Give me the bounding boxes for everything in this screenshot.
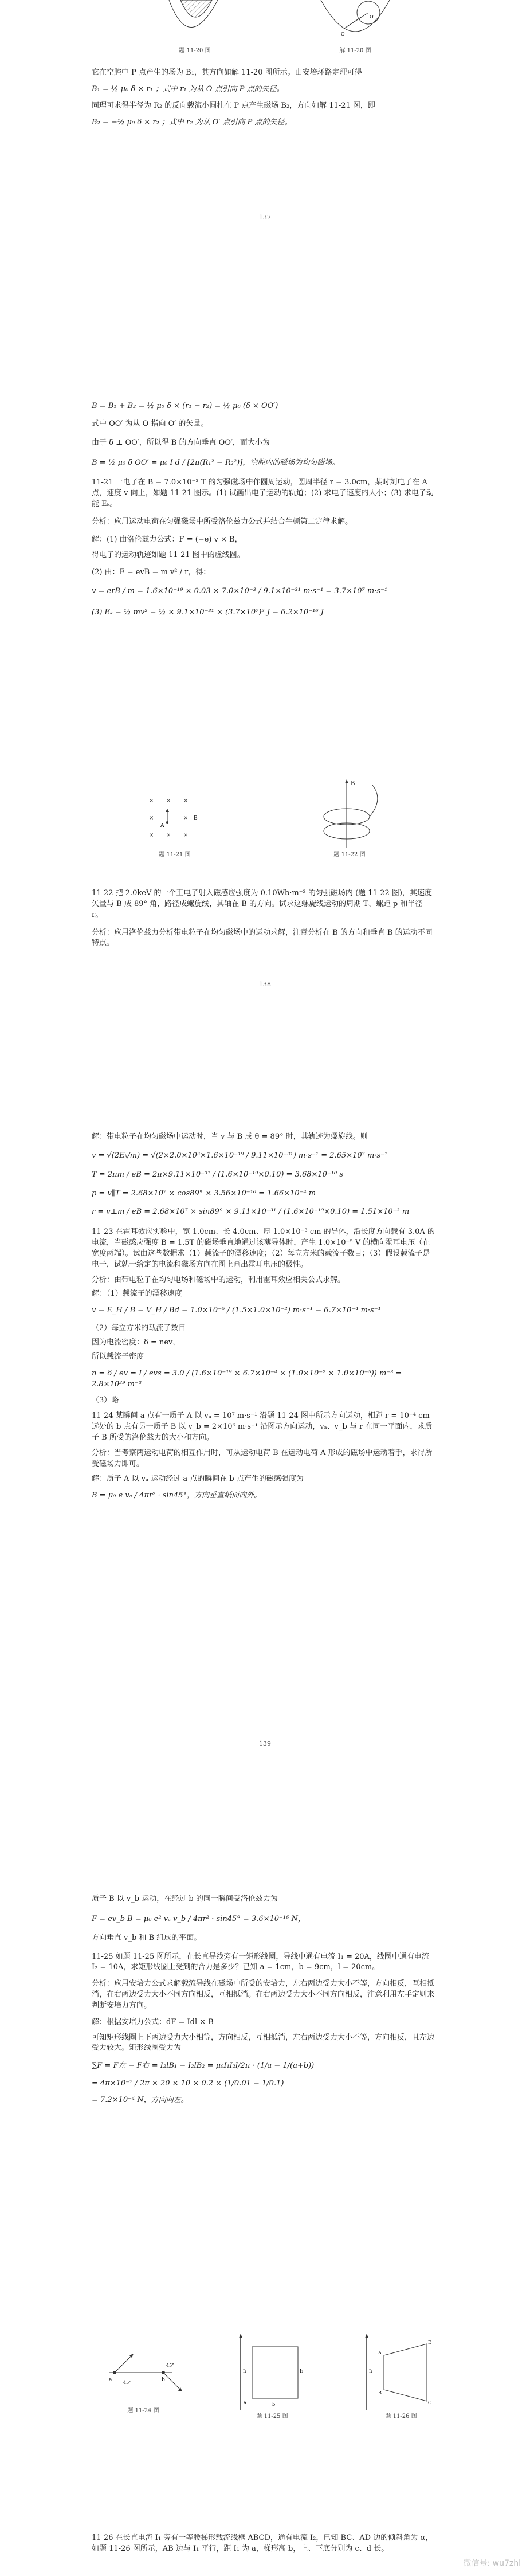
question-11-23: 11-23 在霍耳效应实验中，宽 1.0cm、长 4.0cm、厚 1.0×10⁻³ cm 的导体，沿长度方向载有 3.0A 的电流，当磁感应强度 B = 1.5T 的磁场垂直地通过该薄导体时，产生 1.0×10⁻⁵ V 的横向霍耳电压（在宽度两端）。试由这些数据求（1）载流子的漂移速度；（2）每立方米的载流子数目；（3）假设载流子是电子，试就一给定的电流和磁场方向在图上画出霍耳电压的极性。 bbox=[92, 1228, 435, 1269]
figure-caption: 题 11-25 图 bbox=[256, 2413, 288, 2420]
solution: 得电子的运动轨迹如题 11-21 图中的虚线圆。 bbox=[92, 550, 245, 559]
svg-text:I₂: I₂ bbox=[300, 2369, 304, 2374]
svg-text:I₁: I₁ bbox=[369, 2369, 373, 2374]
svg-text:O: O bbox=[341, 32, 345, 37]
equation: v = √(2Eₖ/m) = √(2×2.0×10³×1.6×10⁻¹⁹ / 9.11×10⁻³¹) m·s⁻¹ = 2.65×10⁷ m·s⁻¹ bbox=[92, 1151, 388, 1160]
equation: B₁ = ½ μ₀ δ × r₁ ；式中 r₁ 为从 O 点引向 P 点的矢径。 bbox=[92, 84, 284, 93]
figure-11-21 bbox=[143, 794, 206, 860]
svg-text:a: a bbox=[244, 2400, 246, 2405]
solution: 可知矩形线圈上下两边受力大小相等，方向相反，互相抵消，左右两边受力大小不等，方向相反，且左边受力较大。矩形线圈受力为 bbox=[92, 2033, 435, 2053]
figure-11-25 bbox=[229, 2332, 315, 2421]
paragraph: 同理可求得半径为 R₂ 的反向载流小圆柱在 P 点产生磁场 B₂，方向如解 11-21 图，即 bbox=[92, 101, 375, 110]
figure-caption: 题 11-24 图 bbox=[127, 2408, 159, 2414]
svg-text:×: × bbox=[183, 832, 189, 838]
page-138-text bbox=[92, 401, 435, 618]
equation: v = erB / m = 1.6×10⁻¹⁹ × 0.03 × 7.0×10⁻³ / 9.1×10⁻³¹ m·s⁻¹ = 3.7×10⁷ m·s⁻¹ bbox=[92, 587, 388, 596]
equation: (3) Eₖ = ½ mv² = ½ × 9.1×10⁻³¹ × (3.7×10⁷)² J = 6.2×10⁻¹⁶ J bbox=[92, 608, 324, 617]
solution: 解：质子 A 以 vₐ 运动经过 a 点的瞬间在 b 点产生的磁感强度为 bbox=[92, 1475, 304, 1484]
svg-text:B: B bbox=[194, 815, 198, 821]
equation: = 7.2×10⁻⁴ N，方向向左。 bbox=[92, 2095, 189, 2104]
svg-text:b: b bbox=[162, 2377, 165, 2383]
page-139-text bbox=[92, 1132, 435, 1501]
figure-11-20 bbox=[163, 0, 226, 56]
question-11-26: 11-26 在长直电流 I₁ 旁有一等腰梯形载流线框 ABCD，通有电流 I₂，已知 BC、AD 边的倾斜角为 α，如题 11-26 图所示，AB 边与 I₁ 平行，距 I₁ 为 a，梯形高 b，上、下底分别为 c、d 长。 bbox=[92, 2534, 433, 2553]
paragraph: 由于 δ ⊥ OO′，所以得 B 的方向垂直 OO′，而大小为 bbox=[92, 438, 270, 447]
equation: ∑F = F左 − F右 = I₂lB₁ − I₂lB₂ = μ₀I₁I₂l/2π · (1/a − 1/(a+b)) bbox=[92, 2061, 315, 2071]
equation: B = B₁ + B₂ = ½ μ₀ δ × (r₁ − r₂) = ½ μ₀ (δ × OO′) bbox=[92, 402, 278, 410]
page-138-text-2 bbox=[92, 888, 435, 949]
page-number: 137 bbox=[259, 214, 271, 221]
solution: 方向垂直 v_b 和 B 组成的平面。 bbox=[92, 1933, 202, 1942]
equation: F = ev_b B = μ₀ e² vₐ v_b / 4πr² · sin45° = 3.6×10⁻¹⁶ N， bbox=[92, 1914, 305, 1923]
solution: 所以载流子密度 bbox=[92, 1352, 144, 1361]
analysis: 分析：当考察两运动电荷的相互作用时，可从运动电荷 B 在运动电荷 A 形成的磁场中运动着手，求得所受磁场力即可。 bbox=[92, 1448, 433, 1468]
figure-caption: 题 11-22 图 bbox=[333, 852, 366, 858]
svg-text:A: A bbox=[160, 823, 164, 829]
figure-11-20-solution bbox=[318, 0, 392, 56]
svg-text:×: × bbox=[166, 832, 171, 838]
figure-11-22 bbox=[304, 777, 395, 860]
svg-text:B: B bbox=[351, 781, 355, 787]
svg-text:×: × bbox=[149, 832, 154, 838]
svg-text:×: × bbox=[149, 798, 154, 804]
solution: (2) 由：F = evB = m v² / r，得： bbox=[92, 568, 211, 577]
figure-caption: 题 11-21 图 bbox=[159, 852, 191, 858]
svg-text:I₁: I₁ bbox=[243, 2369, 247, 2374]
svg-text:×: × bbox=[166, 798, 171, 804]
watermark: 微信号: wu7zhl bbox=[463, 2558, 521, 2568]
analysis: 分析：应用安培力公式求解载流导线在磁场中所受的安培力，左右两边受力大小不等，方向相反，互相抵消，在右两边受力大小不同方向相反，互相抵消。在右两边受力大小不同方向相反，注意利用左手定则来判断安培力方向。 bbox=[92, 1979, 435, 2010]
question-11-25: 11-25 如题 11-25 图所示，在长直导线旁有一矩形线圈，导线中通有电流 I₁ = 20A，线圈中通有电流 I₂ = 10A，求矩形线圈上受到的合力是多少？已知 a = 1cm，b = 9cm，l = 20cm。 bbox=[92, 1952, 429, 1972]
svg-text:O′: O′ bbox=[370, 14, 375, 19]
svg-text:45°: 45° bbox=[166, 2363, 175, 2368]
equation: r = v⊥m / eB = 2.68×10⁷ × sin89° × 9.11×10⁻³¹ / (1.6×10⁻¹⁹×0.10) = 1.51×10⁻³ m bbox=[92, 1207, 410, 1217]
question-11-22: 11-22 把 2.0keV 的一个正电子射入磁感应强度为 0.10Wb·m⁻² 的匀强磁场内 (题 11-22 图)，其速度矢量与 B 成 89° 角，路径成螺旋线，其轴在 B 的方向。试求这螺旋线运动的周期 T、螺距 p 和半径 r。 bbox=[92, 889, 432, 919]
svg-text:A: A bbox=[378, 2350, 382, 2355]
solution: 解：（1）载流子的漂移速度 bbox=[92, 1289, 182, 1299]
equation: B = μ₀ e vₐ / 4πr² · sin45°，方向垂直纸面向外。 bbox=[92, 1491, 262, 1500]
equation: B = ½ μ₀ δ OO′ = μ₀ I d / [2π(R₁² − R₂²)]，空腔内的磁场为均匀磁场。 bbox=[92, 458, 340, 467]
figure-11-24 bbox=[97, 2338, 189, 2416]
equation: v̄ = E_H / B = V_H / Bd = 1.0×10⁻⁵ / (1.5×1.0×10⁻²) m·s⁻¹ = 6.7×10⁻⁴ m·s⁻¹ bbox=[92, 1306, 381, 1315]
solution: 解：带电粒子在均匀磁场中运动时，当 v 与 B 成 θ = 89° 时，其轨迹为螺旋线。则 bbox=[92, 1132, 368, 1141]
figure-caption: 题 11-26 图 bbox=[385, 2413, 417, 2420]
page-137-text bbox=[92, 68, 435, 134]
svg-text:D: D bbox=[428, 2340, 432, 2345]
question-11-21: 11-21 一电子在 B = 7.0×10⁻³ T 的匀强磁场中作圆周运动，圆周半径 r = 3.0cm，某时刻电子在 A 点，速度 v 向上，如题 11-21 图示。(1) 试画出电子运动的轨道；(2) 求电子速度的大小；(3) 求电子动能 Eₖ。 bbox=[92, 478, 434, 509]
equation: T = 2πm / eB = 2π×9.11×10⁻³¹ / (1.6×10⁻¹⁹×0.10) = 3.68×10⁻¹⁰ s bbox=[92, 1170, 344, 1179]
analysis: 分析：应用洛伦兹力分析带电粒子在均匀磁场中的运动求解，注意分析在 B 的方向和垂直 B 的运动不同特点。 bbox=[92, 928, 433, 948]
equation: p = v∥T = 2.68×10⁷ × cos89° × 3.56×10⁻¹⁰ = 1.66×10⁻⁴ m bbox=[92, 1189, 316, 1198]
figure-caption: 题 11-20 图 bbox=[179, 48, 211, 54]
paragraph: 它在空腔中 P 点产生的场为 B₁，其方向如解 11-20 图所示。由安培环路定理可得 bbox=[92, 68, 362, 77]
analysis: 分析：应用运动电荷在匀强磁场中所受洛伦兹力公式并结合牛顿第二定律求解。 bbox=[92, 517, 353, 526]
equation: B₂ = −½ μ₀ δ × r₂ ；式中 r₂ 为从 O′ 点引向 P 点的矢径。 bbox=[92, 117, 292, 127]
svg-text:a: a bbox=[109, 2377, 112, 2383]
figure-caption: 解 11-20 图 bbox=[339, 48, 371, 54]
page-number: 138 bbox=[259, 981, 271, 988]
svg-text:×: × bbox=[183, 798, 189, 804]
svg-text:C: C bbox=[428, 2400, 432, 2405]
question-11-24: 11-24 某瞬间 a 点有一质子 A 以 vₐ = 10⁷ m·s⁻¹ 沿题 11-24 图中所示方向运动，相距 r = 10⁻⁴ cm 远处的 b 点有另一质子 B 以 v_b = 2×10⁶ m·s⁻¹ 沿图示方向运动，vₐ、v_b 与 r 在同一平面内，求质子 B 所受的洛伦兹力的大小和方向。 bbox=[92, 1411, 433, 1442]
svg-text:×: × bbox=[183, 815, 189, 821]
svg-text:b: b bbox=[272, 2402, 276, 2407]
solution: 解：(1) 由洛伦兹力公式：F = (−e) v × B， bbox=[92, 535, 242, 544]
solution: 质子 B 以 v_b 运动，在经过 b 的同一瞬间受洛伦兹力为 bbox=[92, 1895, 278, 1903]
svg-text:45°: 45° bbox=[123, 2380, 132, 2385]
solution: （2）每立方米的载流子数目 bbox=[92, 1324, 186, 1333]
page-140-text bbox=[92, 1894, 435, 2106]
figure-11-26 bbox=[358, 2332, 444, 2421]
solution: 解：根据安培力公式：dF = Idl × B bbox=[92, 2017, 214, 2026]
solution: （3）略 bbox=[92, 1396, 119, 1405]
page-number: 139 bbox=[259, 1740, 271, 1747]
solution: 因为电流密度：δ = nev̄， bbox=[92, 1338, 180, 1347]
equation: n = δ / ev̄ = I / evs = 3.0 / (1.6×10⁻¹⁹ × 6.7×10⁻⁴ × (1.0×10⁻² × 1.0×10⁻⁵)) m⁻³ = 2.8×10²⁹ m⁻³ bbox=[92, 1369, 402, 1389]
paragraph: 式中 OO′ 为从 O 指向 O′ 的矢量。 bbox=[92, 419, 209, 428]
svg-text:×: × bbox=[149, 815, 154, 821]
page-140-text-2 bbox=[92, 2533, 435, 2555]
svg-text:B: B bbox=[378, 2390, 382, 2395]
equation: = 4π×10⁻⁷ / 2π × 20 × 10 × 0.2 × (1/0.01 − 1/0.1) bbox=[92, 2079, 284, 2088]
analysis: 分析：由带电粒子在均匀电场和磁场中的运动，利用霍耳效应相关公式求解。 bbox=[92, 1275, 346, 1284]
